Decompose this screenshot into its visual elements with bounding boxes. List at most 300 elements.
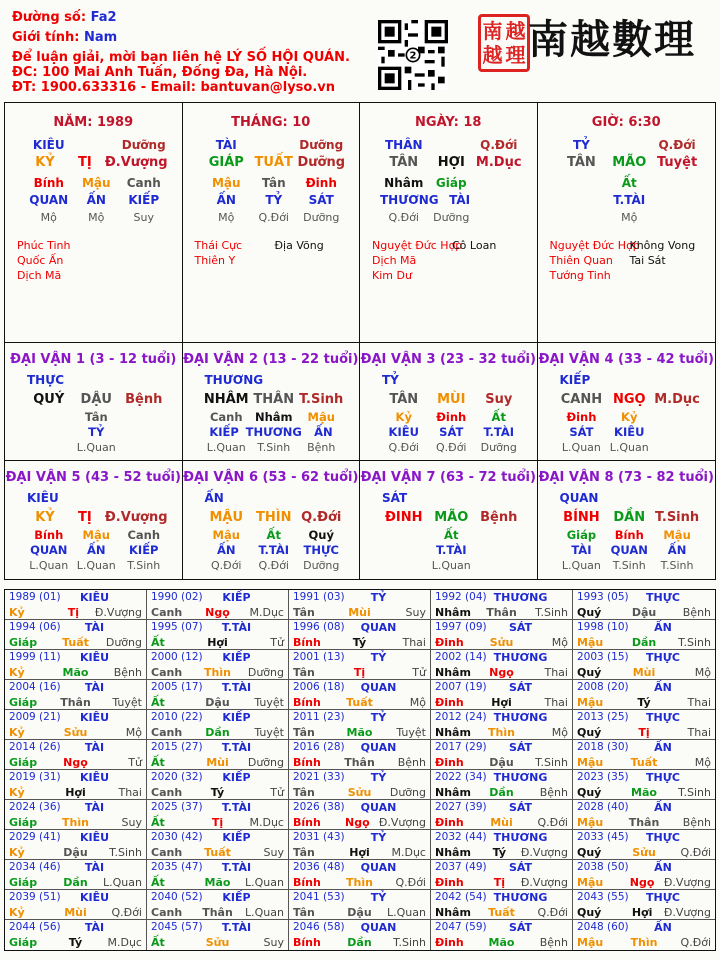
year-label: 2007 (19)	[435, 681, 487, 693]
year-stage: Đ.Vượng	[663, 906, 712, 919]
year-branch: Tị	[211, 816, 224, 829]
cell-row	[538, 391, 716, 408]
address-text: ĐC: 100 Mai Anh Tuấn, Đống Đa, Hà Nội.	[12, 65, 308, 80]
cell-row	[538, 440, 716, 455]
dai-van-title: ĐẠI VẬN 4 (33 - 42 tuổi)	[538, 352, 714, 367]
year-label: 2012 (24)	[435, 711, 487, 723]
stem-branch-text: THÂN	[384, 138, 423, 152]
dai-van-god: QUAN	[559, 491, 599, 505]
ten-god: KIÊU	[79, 591, 110, 604]
year-stage: Q.Đới	[680, 846, 712, 859]
stem-branch-text: KIÊU	[32, 138, 65, 152]
year-stage: Dưỡng	[389, 786, 426, 799]
year-label: 2005 (17)	[151, 681, 203, 693]
stem-branch-text: Mậu	[663, 528, 691, 542]
ten-god: QUAN	[360, 621, 397, 634]
pillar-3	[538, 103, 716, 342]
stem-branch-text: Ất	[266, 528, 281, 542]
ten-god: KIẾP	[222, 651, 251, 664]
table-row	[5, 830, 715, 860]
stem-branch-text: KIÊU	[388, 425, 419, 439]
year-label: 2025 (37)	[151, 801, 203, 813]
ten-god: TỶ	[370, 771, 387, 784]
stem-branch-text: KỶ	[35, 155, 55, 170]
year-label: 2044 (56)	[9, 921, 61, 933]
year-stem: Tân	[293, 786, 315, 799]
year-cell	[147, 890, 289, 919]
stem-branch-text: ẤN	[86, 543, 106, 557]
year-branch: Ngọ	[345, 816, 370, 829]
table-row	[5, 890, 715, 920]
year-cell	[5, 800, 147, 829]
cell-row	[5, 209, 182, 226]
year-stem: Nhâm	[435, 906, 471, 919]
year-stage: Thai	[544, 666, 568, 679]
pillar-title: NGÀY: 18	[415, 115, 482, 130]
stem-branch-text: MÃO	[434, 510, 469, 525]
year-stem: Kỷ	[9, 606, 25, 619]
dai-van-row-2	[5, 461, 715, 579]
stem-branch-text: ĐINH	[385, 510, 423, 525]
stem-branch-text: Q.Đới	[388, 441, 419, 454]
year-stage: Thai	[402, 636, 426, 649]
year-cell	[289, 770, 431, 799]
year-branch: Tị	[638, 726, 650, 739]
year-label: 2004 (16)	[9, 681, 61, 693]
stem-branch-text: Q.Đới	[258, 211, 289, 224]
table-row	[5, 650, 715, 680]
year-cell	[573, 680, 715, 709]
star-name: Nguyệt Đức Hợp	[549, 239, 640, 252]
year-stem: Mậu	[577, 756, 604, 769]
cell-row	[5, 558, 182, 573]
year-branch: Dần	[205, 726, 230, 739]
ten-god: ẤN	[654, 861, 672, 874]
stem-branch-text: Canh	[209, 410, 243, 424]
year-label: 2031 (43)	[293, 831, 345, 843]
dai-van-title: ĐẠI VẬN 2 (13 - 22 tuổi)	[183, 352, 359, 367]
empty-slot	[558, 209, 606, 226]
year-cell	[5, 590, 147, 619]
year-branch: Ngọ	[205, 606, 230, 619]
year-label: 2027 (39)	[435, 801, 487, 813]
year-cell	[573, 740, 715, 769]
year-stage: Mộ	[551, 726, 568, 739]
year-cell	[289, 710, 431, 739]
year-branch: Mùi	[64, 906, 87, 919]
year-branch: Tị	[353, 666, 366, 679]
ten-god: SÁT	[508, 741, 533, 754]
dai-van-row-1	[5, 343, 715, 461]
stem-branch-text: T.Sinh	[127, 559, 161, 572]
year-stage: Mộ	[125, 726, 142, 739]
year-branch: Ngọ	[629, 876, 655, 889]
year-label: 1995 (07)	[151, 621, 203, 633]
ten-god: ẤN	[654, 801, 672, 814]
dai-van-8	[538, 461, 716, 579]
stem-branch-text: Dưỡng	[121, 138, 166, 152]
year-stem: Nhâm	[435, 846, 471, 859]
year-branch: Tị	[67, 606, 79, 619]
ten-god: QUAN	[360, 741, 397, 754]
cell-row	[538, 509, 716, 526]
year-stage: Q.Đới	[537, 906, 568, 919]
stem-branch-text: THƯƠNG	[380, 193, 439, 207]
year-cell	[5, 680, 147, 709]
year-stage: T.Sinh	[535, 756, 568, 769]
year-branch: Hợi	[491, 696, 512, 709]
year-cell	[289, 680, 431, 709]
year-stage: Mộ	[551, 636, 568, 649]
stem-branch-text: Ất	[444, 528, 459, 542]
year-stem: Giáp	[9, 636, 38, 649]
year-label: 2038 (50)	[577, 861, 629, 873]
table-row	[5, 920, 715, 950]
pillar-2	[360, 103, 538, 342]
dai-van-6	[183, 461, 361, 579]
empty-slot	[558, 192, 606, 209]
stem-branch-text: KIÊU	[614, 425, 645, 439]
stem-branch-text: L.Quan	[609, 441, 649, 454]
year-stem: Kỷ	[9, 786, 25, 799]
year-cell	[147, 830, 289, 859]
cell-row	[360, 154, 537, 171]
year-stem: Mậu	[577, 816, 604, 829]
year-label: 2017 (29)	[435, 741, 487, 753]
stars-list	[360, 238, 537, 283]
year-cell	[573, 920, 715, 950]
empty-slot	[558, 175, 606, 192]
year-stem: Canh	[151, 846, 183, 859]
year-cell	[431, 920, 573, 950]
cell-row	[5, 137, 182, 154]
year-stage: Thai	[687, 696, 712, 709]
stem-branch-text: L.Quan	[561, 441, 601, 454]
table-row	[5, 770, 715, 800]
year-stage: Dưỡng	[247, 756, 284, 769]
empty-slot	[653, 440, 701, 455]
cell-row	[183, 192, 360, 209]
year-stem: Bính	[293, 696, 321, 709]
empty-slot	[605, 137, 653, 154]
year-branch: Dậu	[63, 846, 88, 859]
year-label: 2047 (59)	[435, 921, 487, 933]
year-label: 1993 (05)	[577, 591, 629, 603]
year-stage: Suy	[263, 936, 284, 949]
year-cell	[5, 890, 147, 919]
year-stem: Nhâm	[435, 726, 471, 739]
year-stem: Đinh	[435, 816, 464, 829]
year-cell	[289, 830, 431, 859]
cell-row	[5, 440, 182, 455]
year-label: 2034 (46)	[9, 861, 61, 873]
stem-branch-text: SÁT	[439, 425, 464, 439]
stem-branch-text: CANH	[560, 392, 603, 407]
year-label: 2023 (35)	[577, 771, 629, 783]
table-row	[5, 680, 715, 710]
stem-branch-text: THƯƠNG	[245, 425, 302, 439]
year-label: 2043 (55)	[577, 891, 629, 903]
cell-row	[538, 528, 716, 543]
empty-slot	[25, 425, 73, 440]
year-branch: Dậu	[489, 756, 514, 769]
stem-branch-text: Canh	[126, 176, 161, 190]
stem-branch-text: Suy	[485, 392, 513, 407]
year-branch: Mão	[346, 726, 373, 739]
year-label: 2039 (51)	[9, 891, 61, 903]
year-branch: Sửu	[347, 786, 372, 799]
year-label: 1998 (10)	[577, 621, 629, 633]
year-branch: Ngọ	[63, 756, 88, 769]
cell-row	[538, 175, 716, 192]
year-stem: Kỷ	[9, 726, 25, 739]
year-label: 2008 (20)	[577, 681, 629, 693]
stem-branch-text: BÍNH	[563, 510, 600, 525]
stem-branch-text: T.Sinh	[257, 441, 291, 454]
stem-branch-text: Mậu	[307, 410, 335, 424]
ten-god: TÀI	[84, 741, 105, 754]
year-branch: Thìn	[488, 726, 515, 739]
year-branch: Dậu	[347, 906, 372, 919]
year-branch: Hợi	[65, 786, 86, 799]
empty-slot	[475, 175, 523, 192]
stem-branch-text: MẬU	[209, 510, 244, 525]
year-label: 2040 (52)	[151, 891, 203, 903]
year-stage: L.Quan	[245, 876, 284, 889]
year-label: 2022 (34)	[435, 771, 487, 783]
year-branch: Sửu	[632, 846, 656, 859]
year-branch: Tuất	[630, 756, 658, 769]
stem-branch-text: THÂN	[253, 392, 295, 407]
empty-slot	[653, 175, 701, 192]
year-stage: Thai	[118, 786, 142, 799]
pillar-title: GIỜ: 6:30	[591, 115, 661, 130]
pillar-title: THÁNG: 10	[231, 115, 311, 130]
table-row	[5, 860, 715, 890]
ten-god: QUAN	[360, 861, 397, 874]
year-stage: Thai	[544, 696, 568, 709]
cell-row	[183, 440, 360, 455]
cell-row	[360, 509, 537, 526]
year-label: 2006 (18)	[293, 681, 345, 693]
year-branch: Mùi	[632, 666, 656, 679]
dai-van-title: ĐẠI VẬN 5 (43 - 52 tuổi)	[5, 470, 181, 485]
stem-branch-text: Đinh	[566, 410, 597, 424]
year-label: 2003 (15)	[577, 651, 629, 663]
year-stem: Đinh	[435, 936, 464, 949]
star-name: Tai Sát	[629, 254, 666, 267]
year-cell	[289, 860, 431, 889]
year-label: 2024 (36)	[9, 801, 61, 813]
year-stem: Ất	[151, 876, 165, 889]
year-label: 2036 (48)	[293, 861, 345, 873]
year-cell	[573, 830, 715, 859]
stem-branch-text: Mộ	[621, 211, 638, 224]
cell-row	[360, 440, 537, 455]
table-row	[5, 590, 715, 620]
year-branch: Tuất	[488, 906, 515, 919]
stem-branch-text: Quý	[308, 528, 334, 542]
year-branch: Mão	[488, 936, 515, 949]
header	[0, 0, 720, 98]
stem-branch-text: KIẾP	[209, 425, 239, 439]
ten-god: SÁT	[508, 801, 533, 814]
stem-branch-text: Q.Đới	[388, 211, 419, 224]
year-label: 2002 (14)	[435, 651, 487, 663]
year-label: 2013 (25)	[577, 711, 629, 723]
stem-branch-text: Suy	[133, 211, 154, 224]
stem-branch-text: Mậu	[82, 528, 110, 542]
year-stage: Tử	[270, 636, 284, 649]
stem-branch-text: Bệnh	[307, 441, 336, 454]
year-stage: T.Sinh	[678, 636, 712, 649]
year-stem: Quý	[577, 906, 602, 919]
ten-god: KIẾP	[222, 591, 251, 604]
year-label: 2035 (47)	[151, 861, 203, 873]
stem-branch-text: DẬU	[80, 392, 112, 407]
stem-branch-text: Dưỡng	[433, 211, 470, 224]
year-stage: Bệnh	[397, 756, 426, 769]
year-cell	[573, 860, 715, 889]
stem-branch-text: Q.Đới	[658, 138, 696, 152]
ten-god: THƯƠNG	[493, 831, 548, 844]
stem-branch-text: TỶ	[265, 193, 283, 207]
year-stem: Quý	[577, 786, 602, 799]
pillar-0	[5, 103, 183, 342]
year-stem: Quý	[577, 846, 602, 859]
year-branch: Dần	[631, 636, 657, 649]
empty-slot	[653, 410, 701, 425]
year-cell	[431, 650, 573, 679]
stem-branch-text: Kỷ	[621, 410, 638, 424]
stem-branch-text: QUÝ	[33, 392, 65, 407]
year-cell	[289, 890, 431, 919]
year-stage: Tuyệt	[396, 726, 426, 739]
stem-branch-text: Tân	[84, 410, 108, 424]
year-stem: Mậu	[577, 876, 604, 889]
year-stage: T.Sinh	[393, 936, 426, 949]
cell-row	[538, 154, 716, 171]
gender: Giới tính: Nam	[12, 30, 118, 45]
year-stem: Đinh	[435, 756, 464, 769]
year-cell	[573, 890, 715, 919]
stem-branch-text: Bệnh	[125, 392, 163, 407]
stem-branch-text: Đ.Vượng	[104, 155, 168, 170]
stem-branch-text: NGỌ	[612, 392, 646, 407]
year-branch: Tị	[493, 876, 505, 889]
stem-branch-text: KỶ	[35, 510, 55, 525]
cell-row	[5, 543, 182, 558]
year-stem: Tân	[293, 606, 315, 619]
year-stem: Canh	[151, 906, 183, 919]
year-cell	[431, 770, 573, 799]
year-branch: Thân	[344, 756, 375, 769]
year-stem: Tân	[293, 846, 315, 859]
year-cell	[147, 800, 289, 829]
year-branch: Dậu	[205, 696, 230, 709]
stem-branch-text: Bính	[33, 176, 64, 190]
dai-van-title: ĐẠI VẬN 7 (63 - 72 tuổi)	[360, 470, 536, 485]
year-stage: Mộ	[694, 666, 712, 679]
year-label: 1990 (02)	[151, 591, 203, 603]
year-branch: Thân	[202, 906, 233, 919]
empty-slot	[428, 137, 476, 154]
year-label: 2030 (42)	[151, 831, 203, 843]
ten-god: THỰC	[646, 591, 680, 604]
ten-god: T.TÀI	[221, 681, 252, 694]
year-cell	[5, 740, 147, 769]
pillars-row	[5, 103, 715, 343]
stem-branch-text: THỰC	[303, 543, 340, 557]
empty-slot	[475, 558, 523, 573]
year-stage: Tuyệt	[254, 726, 284, 739]
stem-branch-text: L.Quan	[29, 559, 69, 572]
year-stage: T.Sinh	[109, 846, 142, 859]
table-row	[5, 800, 715, 830]
ten-god: THỰC	[646, 831, 680, 844]
star-name: Kim Dư	[372, 269, 412, 282]
empty-slot	[120, 440, 168, 455]
cell-row	[5, 391, 182, 408]
cell-row	[5, 410, 182, 425]
ten-god: ẤN	[654, 921, 672, 934]
stem-branch-text: TÂN	[389, 392, 419, 407]
year-stage: L.Quan	[245, 906, 284, 919]
year-stage: T.Sinh	[535, 606, 568, 619]
year-branch: Thân	[60, 696, 91, 709]
cell-row	[183, 509, 360, 526]
year-branch: Dần	[347, 936, 372, 949]
year-cell	[289, 590, 431, 619]
cell-row	[360, 137, 537, 154]
year-branch: Mão	[204, 876, 231, 889]
star-name: Thiên Y	[194, 254, 236, 267]
year-cell	[289, 620, 431, 649]
year-stage: T.Sinh	[678, 786, 712, 799]
cell-row	[183, 410, 360, 425]
star-name: Thiên Quan	[549, 254, 613, 267]
year-label: 2016 (28)	[293, 741, 345, 753]
year-cell	[431, 860, 573, 889]
ten-god: KIÊU	[79, 891, 110, 904]
empty-slot	[120, 410, 168, 425]
year-stage: Đ.Vượng	[520, 846, 569, 859]
year-stem: Giáp	[9, 816, 38, 829]
year-cell	[5, 920, 147, 950]
year-stem: Bính	[293, 936, 321, 949]
cell-row	[183, 391, 360, 408]
dai-van-title: ĐẠI VẬN 6 (53 - 62 tuổi)	[183, 470, 359, 485]
dai-van-god: KIẾP	[559, 373, 591, 387]
dai-van-7	[360, 461, 538, 579]
year-branch: Sửu	[489, 636, 514, 649]
year-label: 1996 (08)	[293, 621, 345, 633]
year-stage: Q.Đới	[395, 876, 426, 889]
stem-branch-text: HỢI	[437, 155, 465, 170]
year-stem: Nhâm	[435, 786, 471, 799]
stem-branch-text: L.Quan	[431, 559, 471, 572]
year-stem: Canh	[151, 726, 183, 739]
ten-god: TÀI	[84, 801, 105, 814]
stem-branch-text: Canh	[127, 528, 161, 542]
year-cell	[431, 590, 573, 619]
stem-branch-text: T.Sinh	[612, 559, 646, 572]
ten-god: TỶ	[370, 831, 387, 844]
cell-row	[5, 192, 182, 209]
year-branch: Thìn	[62, 816, 89, 829]
ten-god: THỰC	[646, 891, 680, 904]
ten-god: QUAN	[360, 921, 397, 934]
